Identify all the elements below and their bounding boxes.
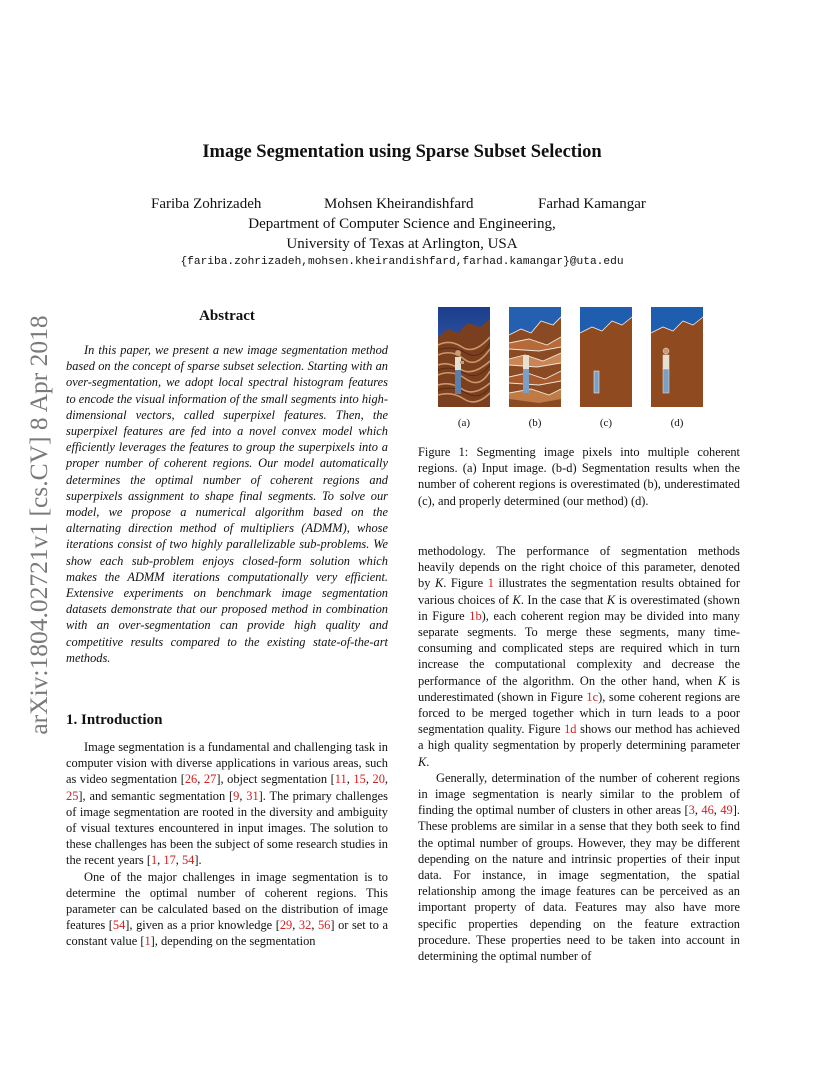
citation-link[interactable]: 46 (701, 803, 714, 818)
citation-link[interactable]: 32 (298, 918, 312, 933)
affiliation-line-1: Department of Computer Science and Engineering, (248, 216, 556, 232)
figure-1c-underestimated (580, 307, 632, 407)
author-3: Farhad Kamangar (538, 196, 646, 212)
right-column-body (418, 543, 740, 964)
author-2: Mohsen Kheirandishfard (324, 196, 474, 212)
right-paragraph-2: Generally, determination of the number of coherent regions in image segmentation is nearly similar to the problem of finding the optimal number of clusters in other areas [3, 46, 49]. These problems are similar in a sense that they both seek to find the optimal number of groups. However, they may be different depending on the nature and intrinsic properties of their input data. For instance, in image segmentation, the spatial relationship among the image features can be perceived as an important property of data. Features may also have more specific properties depending on the feature extraction procedure. These properties need to be taken into account in determining the optimal number of (418, 770, 740, 964)
author-1: Fariba Zohrizadeh (151, 196, 262, 212)
citation-link[interactable]: 49 (720, 803, 733, 818)
citation-link[interactable]: 17 (163, 853, 176, 868)
citation-link[interactable]: 31 (246, 788, 259, 803)
citation-link[interactable]: 11 (334, 772, 347, 787)
authors (0, 196, 804, 216)
citation-link[interactable]: 9 (233, 788, 240, 803)
citation-link[interactable]: 15 (353, 772, 366, 787)
paper-title: Image Segmentation using Sparse Subset Selection (202, 142, 602, 162)
citation-link[interactable]: 54 (112, 918, 126, 933)
figure-1d-our-method (651, 307, 703, 407)
figure-reference-link[interactable]: 1c (586, 689, 599, 704)
citation-link[interactable]: 1 (144, 934, 151, 949)
citation-link[interactable]: 56 (317, 918, 331, 933)
section-heading-introduction: 1. Introduction (66, 712, 163, 728)
citation-link[interactable]: 27 (203, 772, 217, 787)
figure-reference-link[interactable]: 1b (469, 608, 482, 623)
citation-link[interactable]: 26 (184, 772, 198, 787)
citation-link[interactable]: 29 (279, 918, 293, 933)
figure-reference-link[interactable]: 1d (564, 722, 577, 737)
intro-paragraph-1: Image segmentation is a fundamental and challenging task in computer vision with diverse applications in various areas, such as video segmentation [26, 27], object segmentation [11, 15, 20, 25], and semantic segmentation [9, 31]. The primary challenges of image segmentation are rooted in the diversity and ambiguity of visual textures encountered in input images. The solution to these challenges has been the subject of some research studies in the recent years [1, 17, 54]. (66, 740, 389, 868)
citation-link[interactable]: 20 (372, 772, 385, 787)
introduction-body (66, 739, 388, 950)
intro-paragraph-2: One of the major challenges in image segmentation is to determine the optimal number of coherent regions. This parameter can be calculated based on the distribution of image features [54], given as a prior knowledge [29, 32, 56] or set to a constant value [1], depending on the segmentation (66, 869, 388, 949)
figure-label-b: (b) (528, 417, 542, 429)
figure-reference-link[interactable]: 1 (487, 576, 494, 591)
citation-link[interactable]: 54 (181, 853, 195, 868)
arxiv-stamp (14, 295, 64, 755)
abstract-body: In this paper, we present a new image segmentation method based on the concept of sparse subset selection. Starting with an over-segmentation, we adopt local spectral histogram features to encode the visual information of the small segments into high-dimensional vectors, called superpixel features. Then, the superpixel features are fed into a novel convex model which efficiently leverages the features to group the superpixels into a proper number of coherent regions. Our model automatically determines the optimal number of coherent regions and superpixels assignment to shape final segments. To solve our model, we propose a numerical algorithm based on the alternating direction method of multipliers (ADMM), whose iterations consist of two highly parallelizable sub-problems. We show each sub-problem enjoys closed-form solution which makes the ADMM iterations computationally very efficient. Extensive experiments on benchmark image segmentation datasets demonstrate that our proposed method in combination with an over-segmentation can provide high quality and competitive results compared to the existing state-of-the-art methods. (66, 343, 388, 665)
arxiv-stamp-text: arXiv:1804.02721v1 [cs.CV] 8 Apr 2018 (24, 315, 53, 735)
figure-label-d: (d) (670, 417, 684, 429)
figure-1b-overestimated (509, 307, 561, 407)
figure-1-caption: Figure 1: Segmenting image pixels into multiple coherent regions. (a) Input image. (b-d) Segmentation results when the number of coherent regions is overestimated (b), underestimated (c), and properly determined (our method) (d). (418, 445, 740, 508)
citation-link[interactable]: 25 (66, 788, 79, 803)
citation-link[interactable]: 3 (688, 803, 695, 818)
right-paragraph-1: methodology. The performance of segmentation methods heavily depends on the right choice of this parameter, denoted by K. Figure 1 illustrates the segmentation results obtained for various choices of K. In the case that K is overestimated (shown in Figure 1b), each coherent region may be divided into many separate segments. To merge these segments, many time-consuming and complicated steps are required which in turn increase the computational complexity and decrease the performance of the algorithm. On the other hand, when K is underestimated (shown in Figure 1c), some coherent regions are forced to be merged together which in turn leads to a poor segmentation quality. Figure 1d shows our method has achieved a high quality segmentation by properly determining parameter K. (418, 544, 740, 769)
affiliation (0, 215, 804, 254)
figure-label-a: (a) (457, 417, 471, 429)
figure-label-c: (c) (599, 417, 613, 429)
affiliation-line-2: University of Texas at Arlington, USA (286, 235, 518, 252)
author-emails: {fariba.zohrizadeh,mohsen.kheirandishfard,farhad.kamangar}@uta.edu (180, 256, 624, 268)
abstract-heading: Abstract (199, 308, 255, 324)
figure-1a-input-image (438, 307, 490, 407)
citation-link[interactable]: 1 (150, 853, 158, 868)
